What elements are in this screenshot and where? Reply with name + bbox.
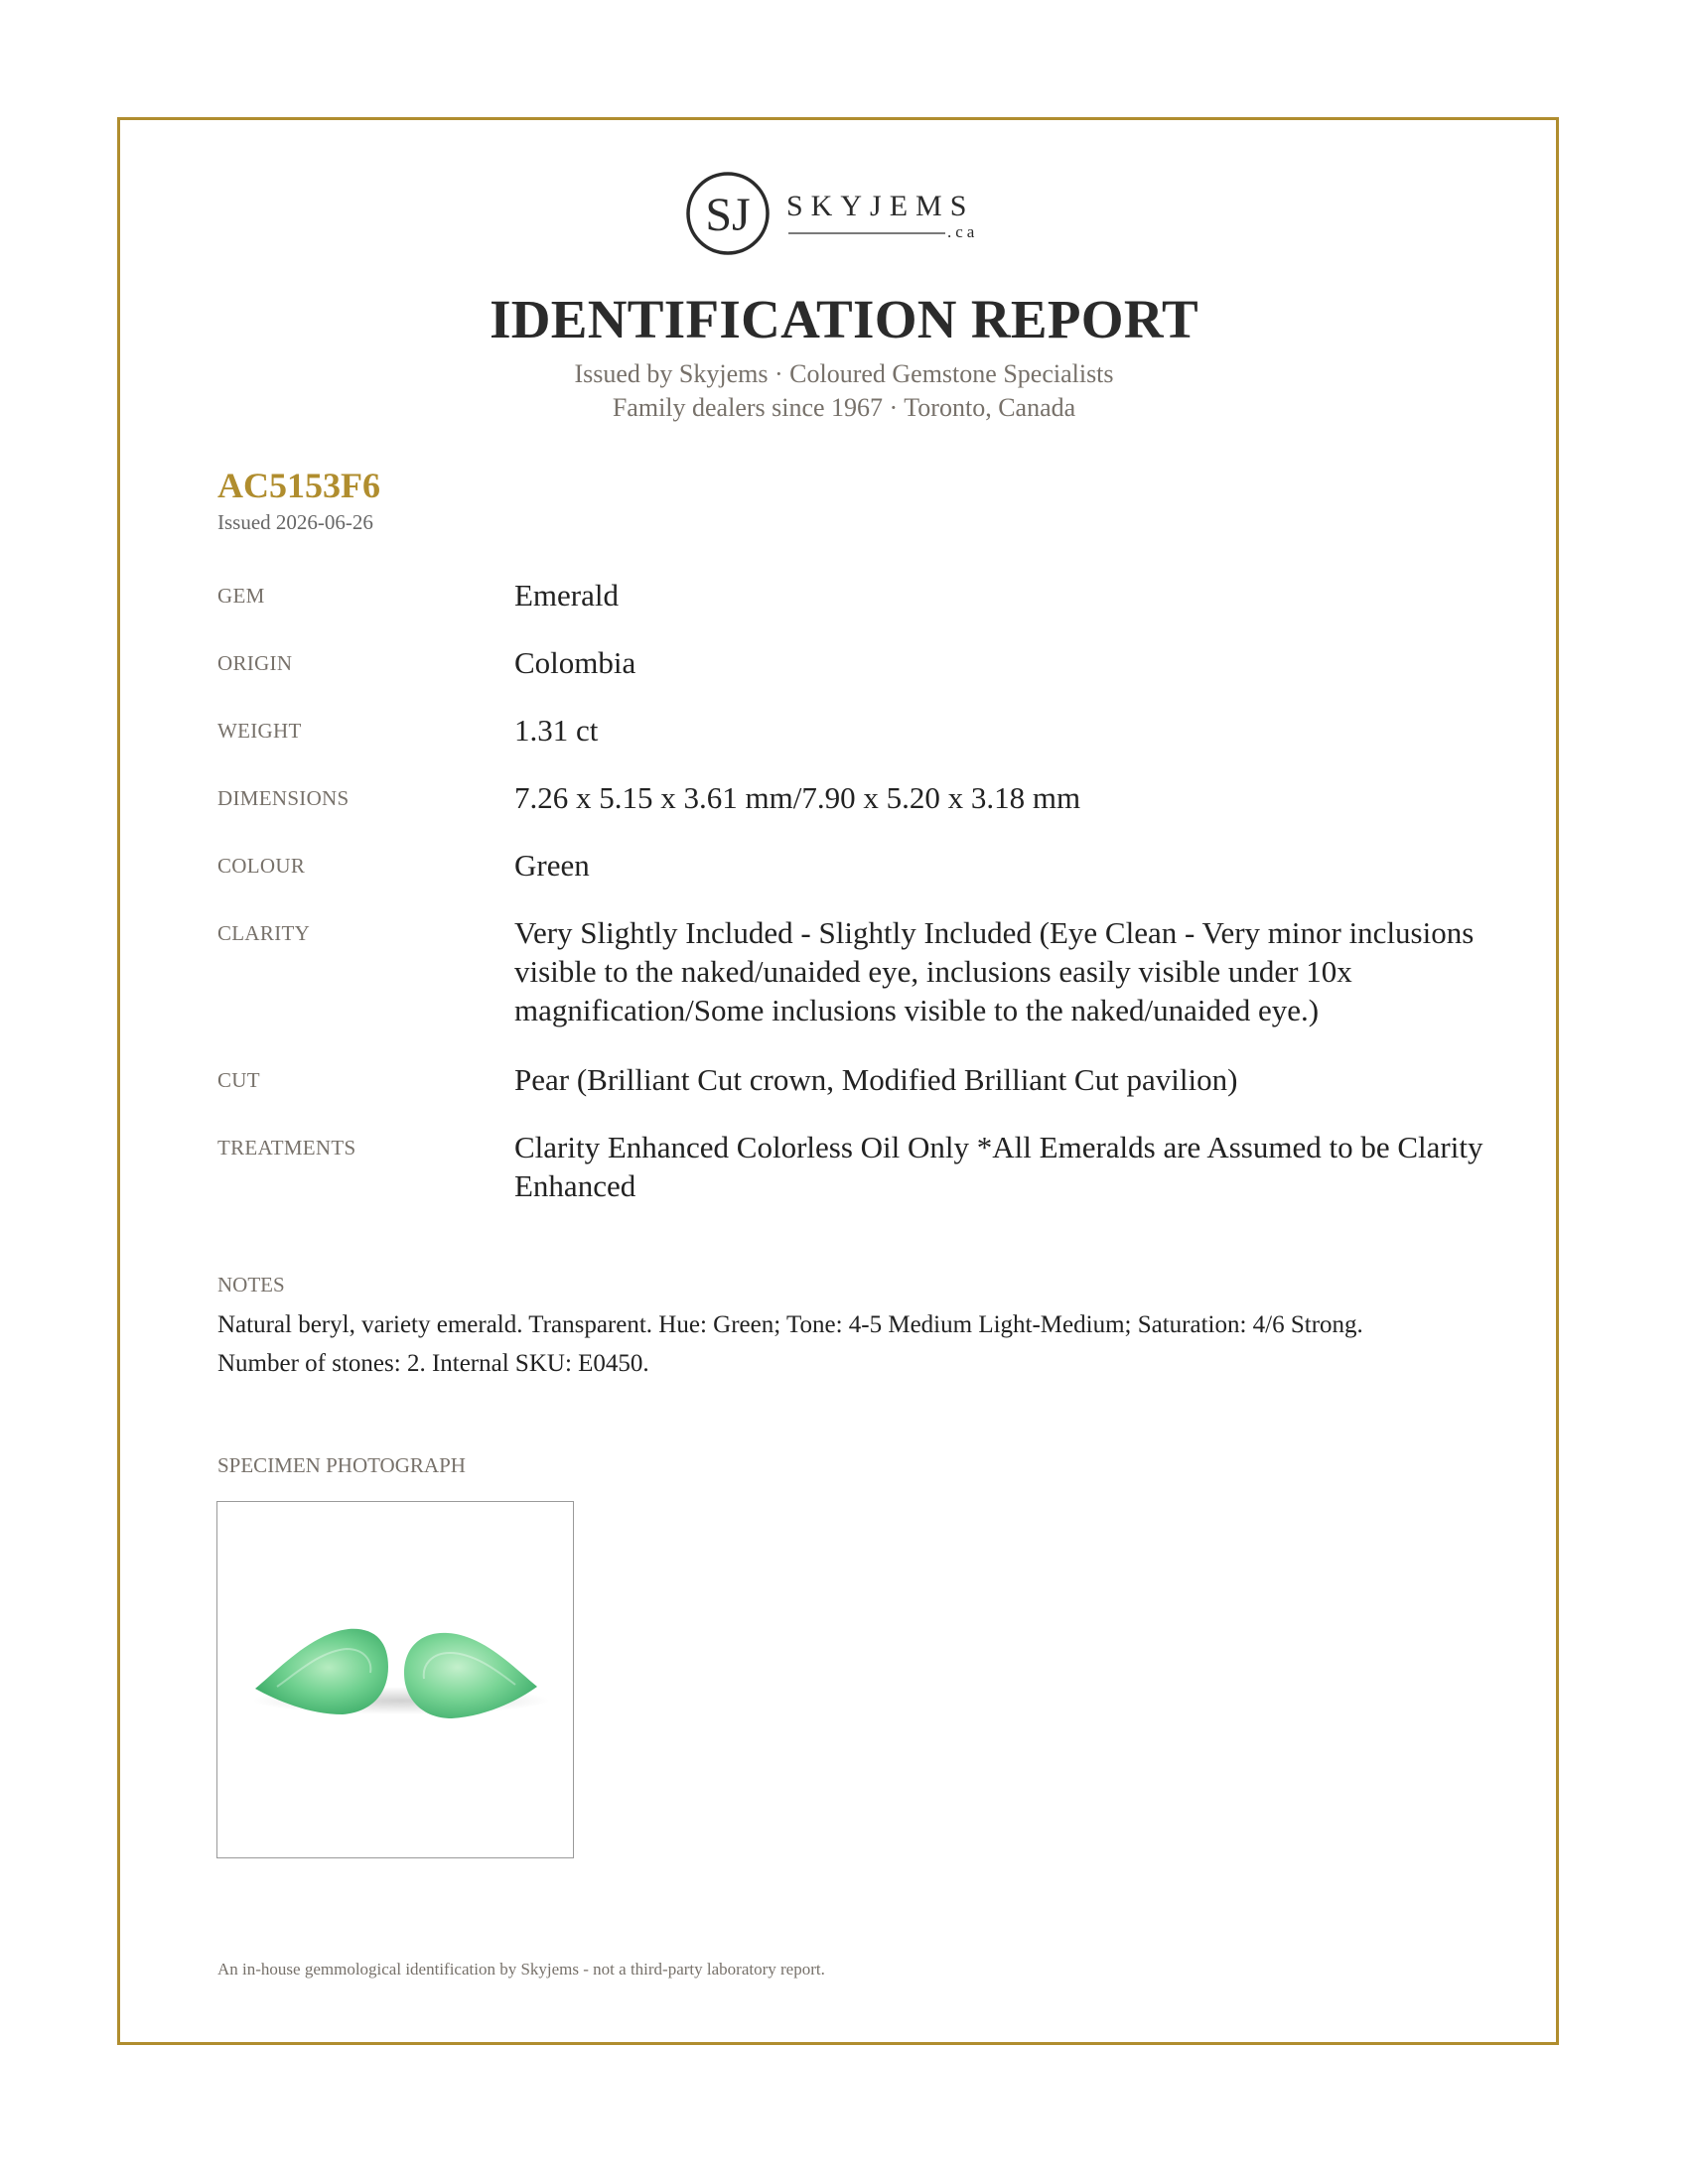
detail-label: TREATMENTS [217,1136,356,1160]
report-title: IDENTIFICATION REPORT [490,289,1198,349]
detail-value: Colombia [514,645,636,680]
report-subtitle-line1: Issued by Skyjems · Coloured Gemstone Specialists [574,359,1114,388]
emerald-pair-image [217,1502,572,1856]
detail-value: 1.31 ct [514,713,599,748]
logo-monogram: SJ [705,189,751,241]
notes-label: NOTES [217,1273,285,1297]
report-id: AC5153F6 [217,466,380,505]
detail-value: Emerald [514,578,620,613]
detail-label: CLARITY [217,921,311,945]
brand-domain: .ca [947,222,979,241]
photo-label: SPECIMEN PHOTOGRAPH [217,1453,466,1477]
detail-label: DIMENSIONS [217,786,350,810]
footer-disclaimer: An in-house gemmological identification by Skyjems - not a third-party laboratory report. [217,1960,825,1979]
detail-label: COLOUR [217,854,306,878]
detail-value: Clarity Enhanced Colorless Oil Only *All Emeralds are Assumed to be Clarity Enhanced [514,1130,1483,1203]
report-subtitle-line2: Family dealers since 1967 · Toronto, Canada [612,393,1076,422]
issue-date: Issued 2026-06-26 [217,510,373,534]
detail-label: CUT [217,1068,260,1092]
notes-text: Natural beryl, variety emerald. Transparent. Hue: Green; Tone: 4-5 Medium Light-Medium; Saturation: 4/6 Strong. Number of stones: 2. Internal SKU: E0450. [217,1311,1363,1377]
detail-label: ORIGIN [217,651,293,675]
specimen-photo [216,1501,574,1858]
detail-value: Very Slightly Included - Slightly Included (Eye Clean - Very minor inclusions visible to the naked/unaided eye, inclusions easily visible under 10x magnification/Some inclusions visible to the naked/unaided eye.) [514,915,1475,1027]
detail-label: GEM [217,584,265,608]
detail-value: Pear (Brilliant Cut crown, Modified Brilliant Cut pavilion) [514,1062,1238,1097]
skyjems-logo [685,165,1003,264]
detail-value: Green [514,848,590,883]
detail-value: 7.26 x 5.15 x 3.61 mm/7.90 x 5.20 x 3.18 mm [514,780,1081,815]
detail-label: WEIGHT [217,719,302,743]
brand-name: SKYJEMS [786,190,975,222]
